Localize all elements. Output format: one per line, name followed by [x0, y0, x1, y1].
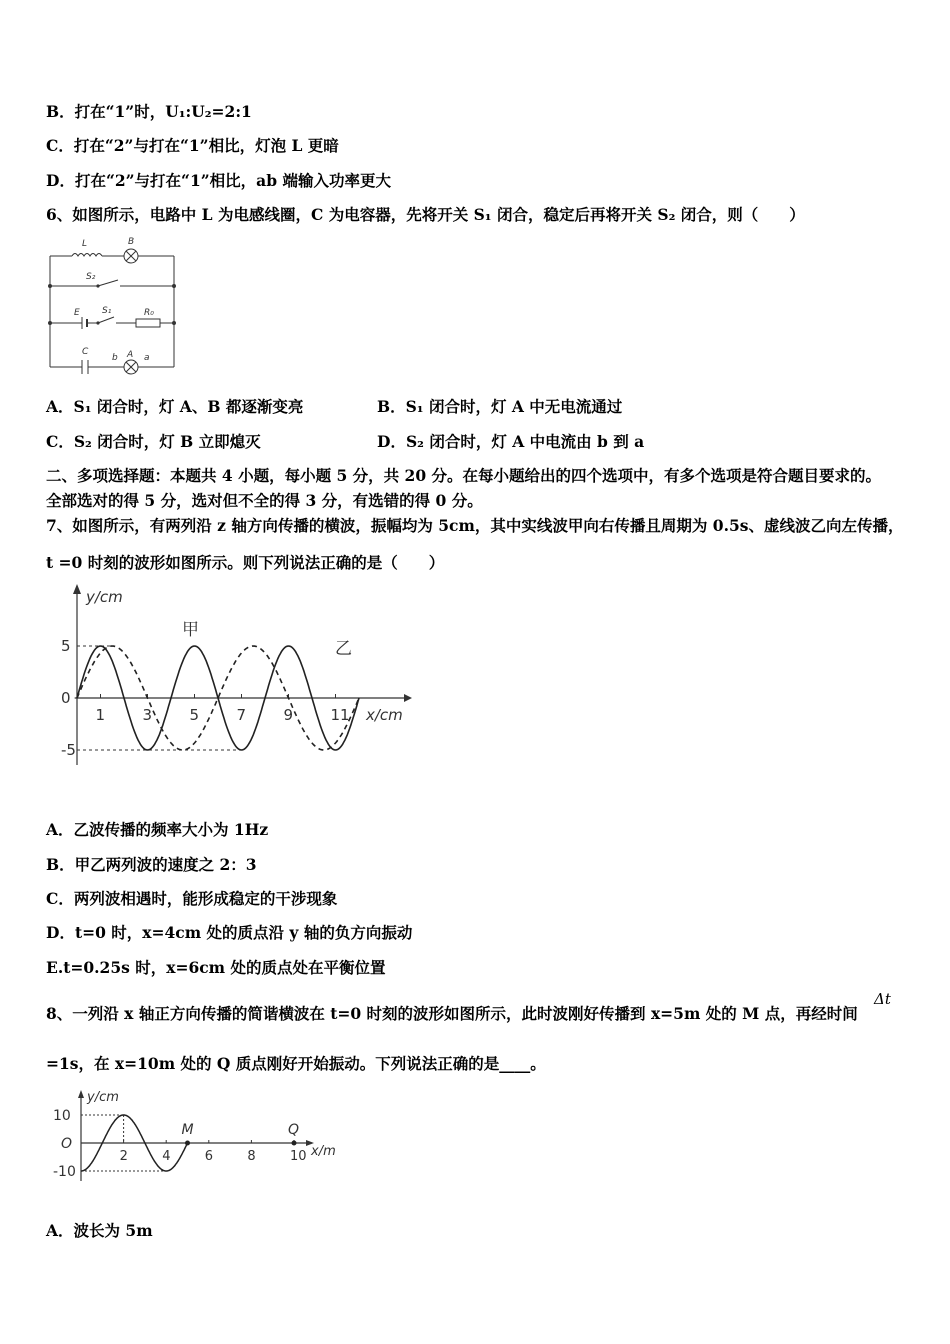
x-tick-label: 3 — [142, 706, 153, 724]
x-axis-label: x/m — [311, 1144, 336, 1159]
q5-option-c: C．打在“2”与打在“1”相比，灯泡 L 更暗 — [46, 136, 339, 155]
point-M — [185, 1141, 190, 1146]
x-axis-arrow — [404, 694, 412, 702]
q7-option-a: A．乙波传播的频率大小为 1Hz — [46, 820, 269, 839]
x-tick-label: 1 — [95, 706, 106, 724]
x-tick-label: 10 — [290, 1149, 307, 1164]
label-E: E — [74, 308, 80, 318]
q8-stem-line2: =1s，在 x=10m 处的 Q 质点刚好开始振动。下列说法正确的是____。 — [46, 1054, 546, 1073]
label-L: L — [82, 239, 88, 249]
x-tick-label: 4 — [162, 1149, 171, 1164]
label-S1: S₁ — [102, 306, 112, 316]
q6-circuit-diagram — [46, 234, 181, 379]
q6-option-c: C．S₂ 闭合时，灯 B 立即熄灭 — [46, 432, 261, 451]
q8-wave-chart — [0, 1085, 360, 1195]
label-R0: R₀ — [144, 308, 154, 318]
x-tick-label: 6 — [204, 1149, 214, 1164]
label-S2: S₂ — [86, 272, 96, 282]
label-b: b — [112, 353, 118, 363]
q7-option-c: C．两列波相遇时，能形成稳定的干涉现象 — [46, 889, 338, 908]
section2-line2: 全部选对的得 5 分，选对但不全的得 3 分，有选错的得 0 分。 — [46, 491, 483, 510]
y-tick-label: O — [61, 1136, 73, 1152]
q7-wave-chart — [0, 580, 430, 790]
x-tick-label: 9 — [283, 706, 294, 724]
y-tick-label: -10 — [53, 1164, 76, 1180]
x-tick-label: 11 — [330, 706, 350, 724]
x-axis-label: x/cm — [366, 706, 403, 724]
q7-stem-line2: t =0 时刻的波形如图所示。则下列说法正确的是（ ） — [46, 553, 445, 572]
section2-line1: 二、多项选择题：本题共 4 小题，每小题 5 分，共 20 分。在每小题给出的四个选项中，有多个选项是符合题目要求的。 — [46, 466, 882, 485]
q8-delta-t: Δt — [874, 990, 891, 1008]
wave-label-jia: 甲 — [182, 620, 199, 640]
x-tick-label: 7 — [236, 706, 247, 724]
y-axis-label: y/cm — [87, 1090, 119, 1105]
q7-option-e: E.t=0.25s 时，x=6cm 处的质点处在平衡位置 — [46, 958, 386, 977]
point-label-Q: Q — [288, 1122, 300, 1138]
y-axis-label: y/cm — [86, 588, 123, 606]
x-tick-label: 5 — [189, 706, 200, 724]
y-tick-label: -5 — [61, 741, 76, 759]
label-B: B — [128, 237, 135, 247]
y-tick-label: 5 — [61, 637, 71, 655]
label-A: A — [127, 350, 134, 360]
y-tick-label: 10 — [53, 1108, 71, 1124]
q5-option-d: D．打在“2”与打在“1”相比，ab 端输入功率更大 — [46, 171, 391, 190]
label-C: C — [82, 347, 89, 357]
q7-option-b: B．甲乙两列波的速度之 2：3 — [46, 855, 257, 874]
q6-option-d: D．S₂ 闭合时，灯 A 中电流由 b 到 a — [377, 432, 645, 451]
x-tick-label: 8 — [247, 1149, 256, 1164]
point-label-M: M — [181, 1122, 194, 1138]
q6-stem: 6、如图所示，电路中 L 为电感线圈，C 为电容器，先将开关 S₁ 闭合，稳定后再将开关 S₂ 闭合，则（ ） — [46, 205, 805, 224]
y-axis-arrow — [78, 1090, 84, 1098]
q8-option-a: A．波长为 5m — [46, 1221, 153, 1240]
x-tick-label: 2 — [119, 1149, 128, 1164]
q8-stem-line1: 8、一列沿 x 轴正方向传播的简谐横波在 t=0 时刻的波形如图所示，此时波刚好传播到 x=5m 处的 M 点，再经时间 — [46, 1004, 858, 1023]
q7-stem-line1: 7、如图所示，有两列沿 z 轴方向传播的横波，振幅均为 5cm，其中实线波甲向右传播且周期为 0.5s、虚线波乙向左传播， — [46, 516, 904, 535]
wave-label-yi: 乙 — [335, 639, 352, 659]
q5-option-b: B．打在“1”时，U₁:U₂=2:1 — [46, 102, 252, 121]
point-Q — [292, 1141, 297, 1146]
y-tick-label: 0 — [61, 689, 71, 707]
q6-option-a: A．S₁ 闭合时，灯 A、B 都逐渐变亮 — [46, 397, 304, 416]
y-axis-arrow — [73, 584, 81, 594]
label-a: a — [144, 353, 150, 363]
q6-option-b: B．S₁ 闭合时，灯 A 中无电流通过 — [377, 397, 623, 416]
q7-option-d: D．t=0 时，x=4cm 处的质点沿 y 轴的负方向振动 — [46, 923, 413, 942]
